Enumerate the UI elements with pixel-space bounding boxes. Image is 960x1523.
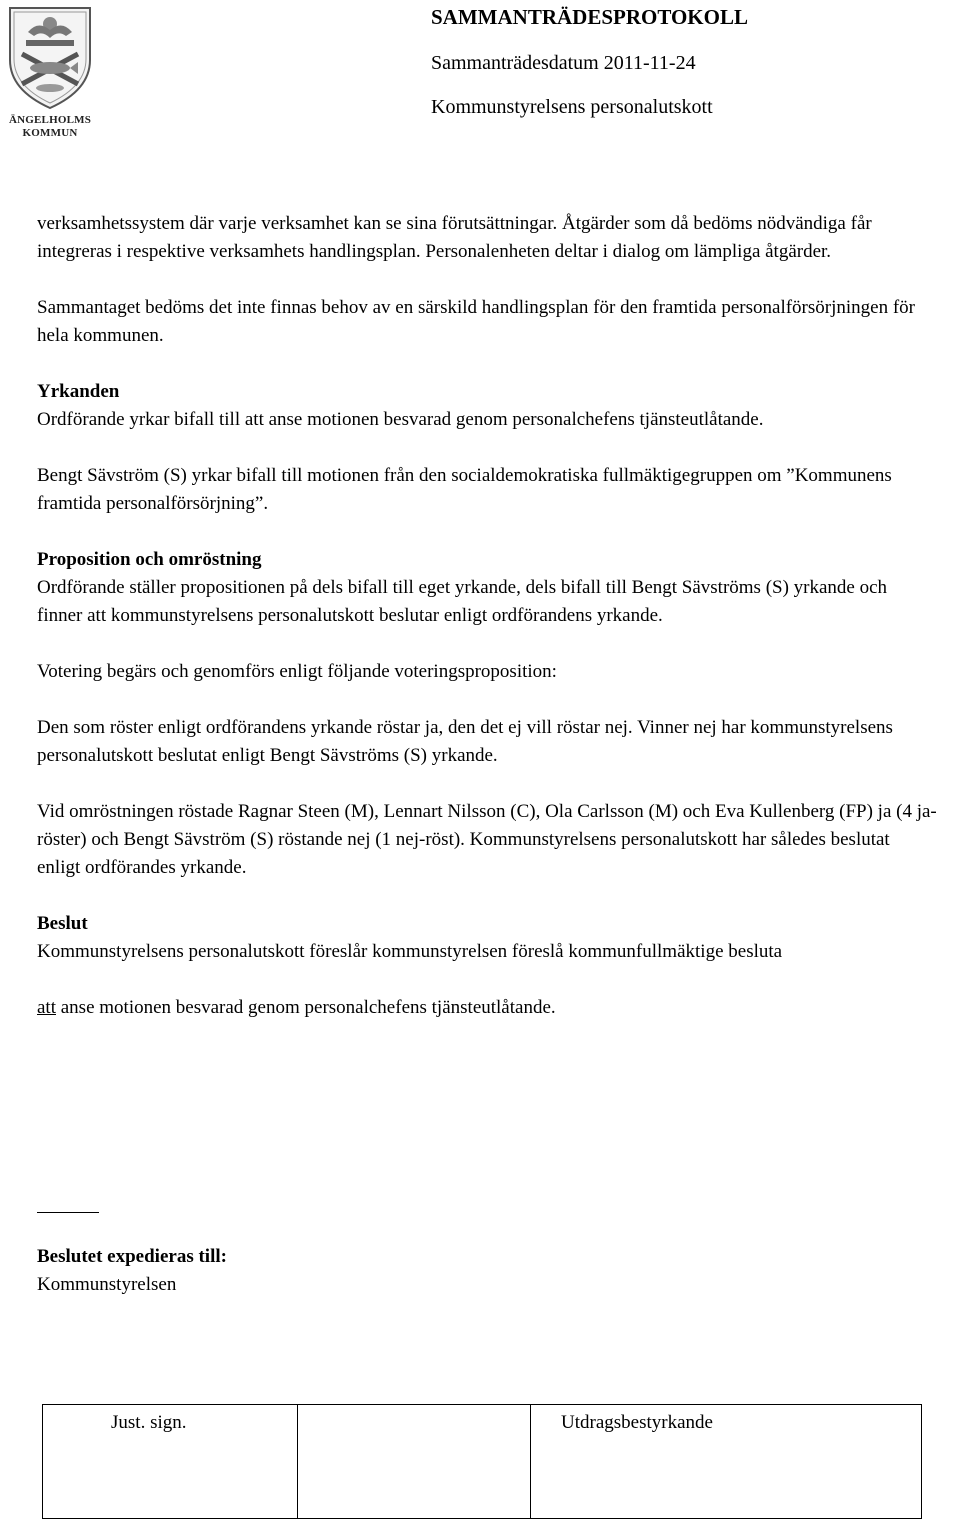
document-body	[37, 210, 937, 1050]
municipality-crest	[4, 2, 96, 142]
paragraph-vote-result: Vid omröstningen röstade Ragnar Steen (M), Lennart Nilsson (C), Ola Carlsson (M) och Eva Kullenberg (FP) ja (4 ja-röster) och Bengt Sävström (S) röstande nej (1 nej-röst). Kommunstyrelsens personalutskott har således beslutat enligt ordförandes yrkande.	[37, 801, 937, 878]
crest-shield-icon	[4, 2, 96, 112]
heading-beslut: Beslut	[37, 913, 88, 934]
distribution-section	[37, 1243, 227, 1299]
paragraph-decision: Kommunstyrelsens personalutskott föreslår kommunstyrelsen föreslå kommunfullmäktige besluta	[37, 941, 783, 962]
document-header	[431, 3, 748, 119]
paragraph-decision-att	[37, 994, 937, 1022]
paragraph-intro: verksamhetssystem där varje verksamhet kan se sina förutsättningar. Åtgärder som då bedöms nödvändiga får integreras i respektive verksamhets handlingsplan. Personalenheten deltar i dialog om lämpliga åtgärder.	[37, 213, 872, 262]
att-keyword: att	[37, 997, 56, 1018]
meeting-date: Sammanträdesdatum 2011-11-24	[431, 52, 696, 74]
section-divider	[37, 1212, 99, 1213]
heading-yrkanden: Yrkanden	[37, 381, 120, 402]
crest-text-line2: KOMMUN	[22, 127, 78, 139]
signature-box	[42, 1404, 922, 1519]
paragraph-summary: Sammantaget bedöms det inte finnas behov av en särskild handlingsplan för den framtida personalförsörjningen för hela kommunen.	[37, 297, 915, 346]
heading-proposition: Proposition och omröstning	[37, 549, 262, 570]
just-sign-label: Just. sign.	[111, 1412, 187, 1433]
crest-text-line1: ÄNGELHOLMS	[8, 114, 92, 126]
signature-cell-just-sign	[43, 1405, 297, 1518]
paragraph-votering: Votering begärs och genomförs enligt följande voteringsproposition:	[37, 661, 557, 682]
utdrag-label: Utdragsbestyrkande	[561, 1412, 713, 1433]
paragraph-voting-rule: Den som röster enligt ordförandens yrkande röstar ja, den det ej vill röstar nej. Vinner nej har kommunstyrelsens personalutskott beslutat enligt Bengt Sävströms (S) yrkande.	[37, 717, 893, 766]
paragraph-chair-motion: Ordförande yrkar bifall till att anse motionen besvarad genom personalchefens tjänsteutlåtande.	[37, 409, 764, 430]
committee-name: Kommunstyrelsens personalutskott	[431, 96, 713, 118]
paragraph-savstrom-motion: Bengt Sävström (S) yrkar bifall till motionen från den socialdemokratiska fullmäktigegruppen om ”Kommunens framtida personalförsörjning”.	[37, 465, 892, 514]
distribution-heading: Beslutet expedieras till:	[37, 1246, 227, 1267]
signature-cell-blank	[297, 1405, 531, 1518]
document-title: SAMMANTRÄDESPROTOKOLL	[431, 5, 748, 29]
signature-cell-utdrag	[531, 1405, 921, 1518]
paragraph-proposition: Ordförande ställer propositionen på dels bifall till eget yrkande, dels bifall till Bengt Sävströms (S) yrkande och finner att kommunstyrelsens personalutskott beslutar enligt ordförandens yrkande.	[37, 577, 888, 626]
distribution-recipient: Kommunstyrelsen	[37, 1274, 177, 1295]
decision-att-text: anse motionen besvarad genom personalchefens tjänsteutlåtande.	[56, 997, 556, 1018]
